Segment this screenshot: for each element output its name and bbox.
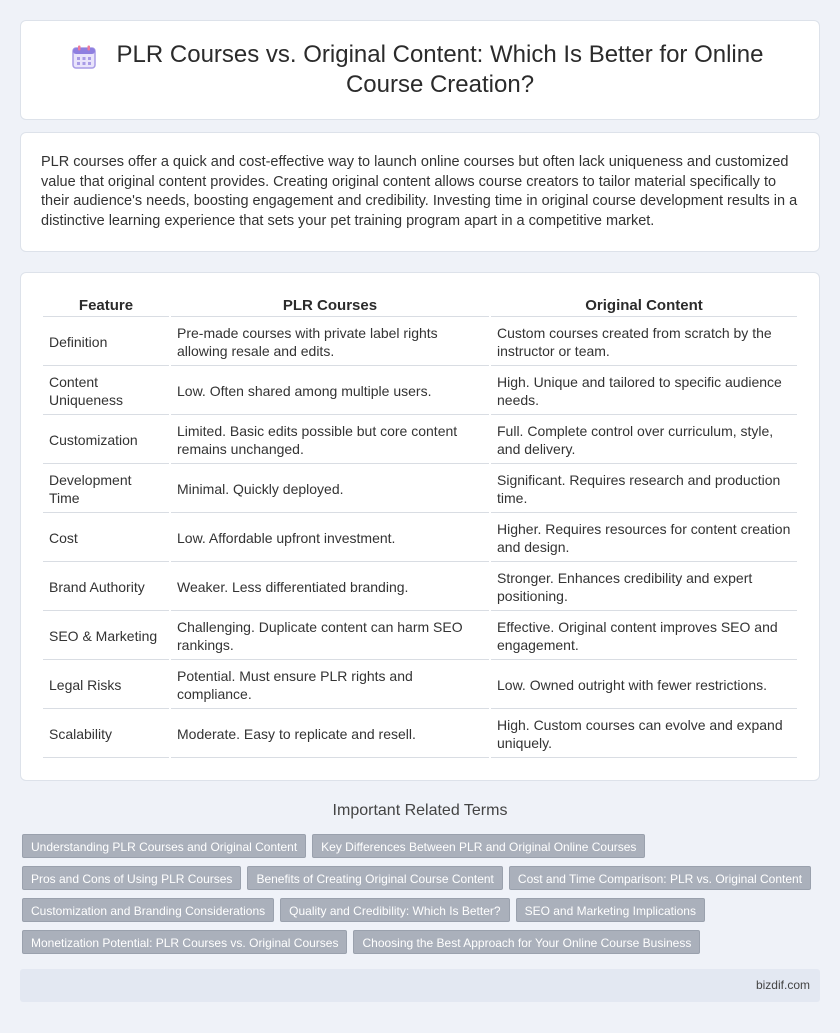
header-plr-courses: PLR Courses [171,294,489,317]
cell-original-content: Full. Complete control over curriculum, style, and delivery. [491,416,797,464]
table-row [43,563,797,611]
cell-feature: SEO & Marketing [43,612,169,660]
related-terms-list [22,834,818,954]
related-term-tag[interactable]: Customization and Branding Considerations [22,898,274,922]
calendar-icon [71,44,97,70]
cell-feature: Legal Risks [43,661,169,709]
header-original-content: Original Content [491,294,797,317]
comparison-table [41,293,799,759]
table-row [43,710,797,758]
cell-plr-courses: Pre-made courses with private label rights allowing resale and edits. [171,318,489,366]
table-row [43,318,797,366]
cell-feature: Content Uniqueness [43,367,169,415]
cell-original-content: Effective. Original content improves SEO and engagement. [491,612,797,660]
table-row [43,367,797,415]
table-row [43,661,797,709]
table-row [43,465,797,513]
cell-plr-courses: Low. Affordable upfront investment. [171,514,489,562]
footer-site: bizdif.com [755,978,810,992]
cell-original-content: Custom courses created from scratch by the instructor or team. [491,318,797,366]
cell-original-content: Significant. Requires research and production time. [491,465,797,513]
comparison-table-card [20,272,820,781]
cell-original-content: Stronger. Enhances credibility and expert positioning. [491,563,797,611]
footer [20,969,820,1002]
intro-card [20,132,820,252]
cell-feature: Brand Authority [43,563,169,611]
related-term-tag[interactable]: SEO and Marketing Implications [516,898,705,922]
cell-feature: Cost [43,514,169,562]
table-row [43,514,797,562]
cell-feature: Definition [43,318,169,366]
header-feature: Feature [43,294,169,317]
title-wrap [21,40,819,100]
intro-paragraph: PLR courses offer a quick and cost-effective way to launch online courses but often lack uniqueness and customized value that original content provides. Creating original content allows course creators to tailor material specifically to their audience's needs, boosting engagement and credibility. Investing time in original course development results in a distinctive learning experience that sets your pet training program apart in a competitive market. [41,154,798,229]
related-terms-title: Important Related Terms [332,802,508,819]
cell-feature: Customization [43,416,169,464]
cell-plr-courses: Challenging. Duplicate content can harm SEO rankings. [171,612,489,660]
cell-plr-courses: Low. Often shared among multiple users. [171,367,489,415]
cell-original-content: Higher. Requires resources for content creation and design. [491,514,797,562]
cell-plr-courses: Weaker. Less differentiated branding. [171,563,489,611]
cell-plr-courses: Limited. Basic edits possible but core content remains unchanged. [171,416,489,464]
related-term-tag[interactable]: Monetization Potential: PLR Courses vs. Original Courses [22,930,347,954]
related-term-tag[interactable]: Cost and Time Comparison: PLR vs. Original Content [509,866,811,890]
cell-plr-courses: Potential. Must ensure PLR rights and compliance. [171,661,489,709]
related-term-tag[interactable]: Quality and Credibility: Which Is Better? [280,898,509,922]
title-card [20,20,820,120]
related-term-tag[interactable]: Understanding PLR Courses and Original Content [22,834,306,858]
cell-plr-courses: Minimal. Quickly deployed. [171,465,489,513]
table-header-row [43,294,797,317]
cell-original-content: High. Custom courses can evolve and expand uniquely. [491,710,797,758]
table-row [43,612,797,660]
related-term-tag[interactable]: Choosing the Best Approach for Your Online Course Business [353,930,700,954]
cell-original-content: High. Unique and tailored to specific audience needs. [491,367,797,415]
table-row [43,416,797,464]
cell-feature: Scalability [43,710,169,758]
cell-plr-courses: Moderate. Easy to replicate and resell. [171,710,489,758]
related-term-tag[interactable]: Benefits of Creating Original Course Content [247,866,502,890]
page-title: PLR Courses vs. Original Content: Which Is Better for Online Course Creation? [116,41,764,98]
related-term-tag[interactable]: Pros and Cons of Using PLR Courses [22,866,241,890]
related-term-tag[interactable]: Key Differences Between PLR and Original Online Courses [312,834,645,858]
cell-feature: Development Time [43,465,169,513]
cell-original-content: Low. Owned outright with fewer restrictions. [491,661,797,709]
